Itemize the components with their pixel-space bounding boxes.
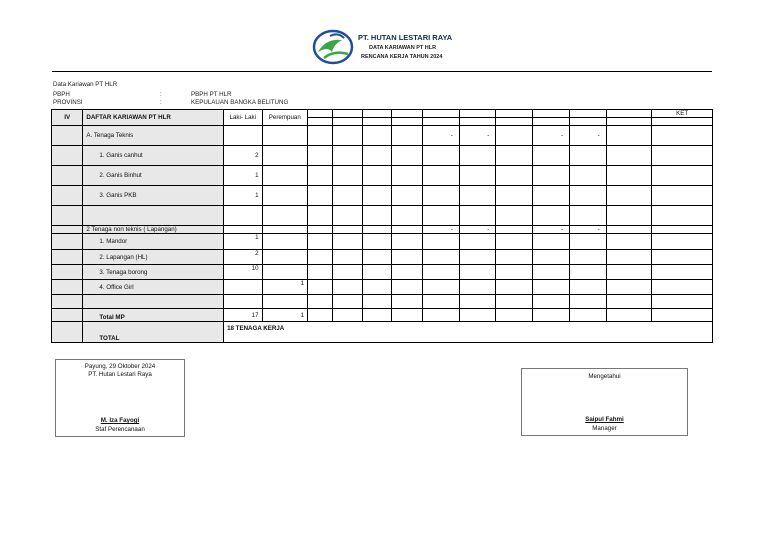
signatory-role-left: Staf Perencanaan bbox=[95, 426, 145, 433]
male-count: 2 bbox=[224, 146, 262, 166]
male-count: 1 bbox=[224, 234, 262, 250]
signatory-name-right: Saipul Fahmi bbox=[585, 416, 624, 423]
dash-cell: - bbox=[423, 226, 459, 234]
document-subtitle: DATA KARIAWAN PT HLR bbox=[369, 45, 437, 51]
signatory-name-left: M. Iza Fayogi bbox=[100, 417, 140, 424]
meta-provinsi-label: PROVINSI bbox=[53, 99, 83, 106]
signatory-role-right: Manager bbox=[592, 425, 617, 432]
male-count: 10 bbox=[224, 265, 262, 280]
dash-cell: - bbox=[532, 226, 569, 234]
meta-title: Data Kariawan PT HLR bbox=[53, 81, 118, 88]
meta-pbph-sep: : bbox=[160, 91, 162, 98]
male-count: 1 bbox=[224, 166, 262, 186]
dash-cell: - bbox=[532, 126, 569, 146]
dash-cell: - bbox=[459, 226, 495, 234]
male-count bbox=[224, 280, 262, 295]
male-count: 2 bbox=[224, 250, 262, 265]
meta-pbph-value: PBPH PT HLR bbox=[191, 91, 232, 98]
total-mp-male: 17 bbox=[224, 309, 262, 322]
row-ganis-canhut: 1. Ganis canhut bbox=[83, 146, 224, 166]
header-list: DAFTAR KARIAWAN PT HLR bbox=[83, 110, 224, 126]
meta-provinsi-value: KEPULAUAN BANGKA BELITUNG bbox=[191, 99, 289, 106]
row-ganis-binhut: 2. Ganis Binhut bbox=[83, 166, 224, 186]
header-no: IV bbox=[52, 110, 83, 126]
sign-org: PT. Hutan Lestari Raya bbox=[88, 371, 152, 378]
row-tenaga-borong: 3. Tenaga borong bbox=[83, 265, 224, 280]
total-label: TOTAL bbox=[83, 322, 224, 343]
header-female: Perempuan bbox=[262, 110, 308, 126]
female-count bbox=[262, 186, 308, 206]
signature-box-left bbox=[55, 359, 185, 437]
female-count bbox=[262, 250, 308, 265]
row-office-girl: 4. Office Girl bbox=[83, 280, 224, 295]
total-mp-female: 1 bbox=[262, 309, 308, 322]
female-count bbox=[262, 234, 308, 250]
meta-pbph-label: PBPH bbox=[53, 91, 70, 98]
dash-cell: - bbox=[570, 126, 606, 146]
signature-box-right bbox=[521, 368, 688, 436]
dash-cell: - bbox=[459, 126, 495, 146]
row-lapangan: 2. Lapangan (HL) bbox=[83, 250, 224, 265]
section-teknis: A. Tenaga Teknis bbox=[83, 126, 224, 146]
total-mp-label: Total MP bbox=[83, 309, 224, 322]
header-ket: KET bbox=[652, 110, 713, 118]
dash-cell: - bbox=[570, 226, 606, 234]
sign-place-date: Payung, 29 Oktober 2024 bbox=[84, 363, 156, 370]
female-count: 1 bbox=[262, 280, 308, 295]
female-count bbox=[262, 265, 308, 280]
company-logo bbox=[312, 28, 354, 66]
total-value: 18 TENAGA KERJA bbox=[224, 322, 713, 343]
section-non-teknis: 2 Tenaga non teknis ( Lapangan) bbox=[83, 226, 224, 234]
sign-heading: Mengetahui bbox=[588, 373, 621, 380]
company-name: PT. HUTAN LESTARI RAYA bbox=[358, 33, 453, 42]
male-count: 1 bbox=[224, 186, 262, 206]
row-ganis-pkb: 3. Ganis PKB bbox=[83, 186, 224, 206]
document-plan-year: RENCANA KERJA TAHUN 2024 bbox=[361, 54, 443, 60]
female-count bbox=[262, 146, 308, 166]
header-male: Laki- Laki bbox=[224, 110, 262, 126]
header-divider bbox=[52, 71, 712, 72]
row-mandor: 1. Mandor bbox=[83, 234, 224, 250]
meta-provinsi-sep: : bbox=[160, 99, 162, 106]
employee-table bbox=[51, 109, 713, 343]
female-count bbox=[262, 166, 308, 186]
dash-cell: - bbox=[423, 126, 459, 146]
